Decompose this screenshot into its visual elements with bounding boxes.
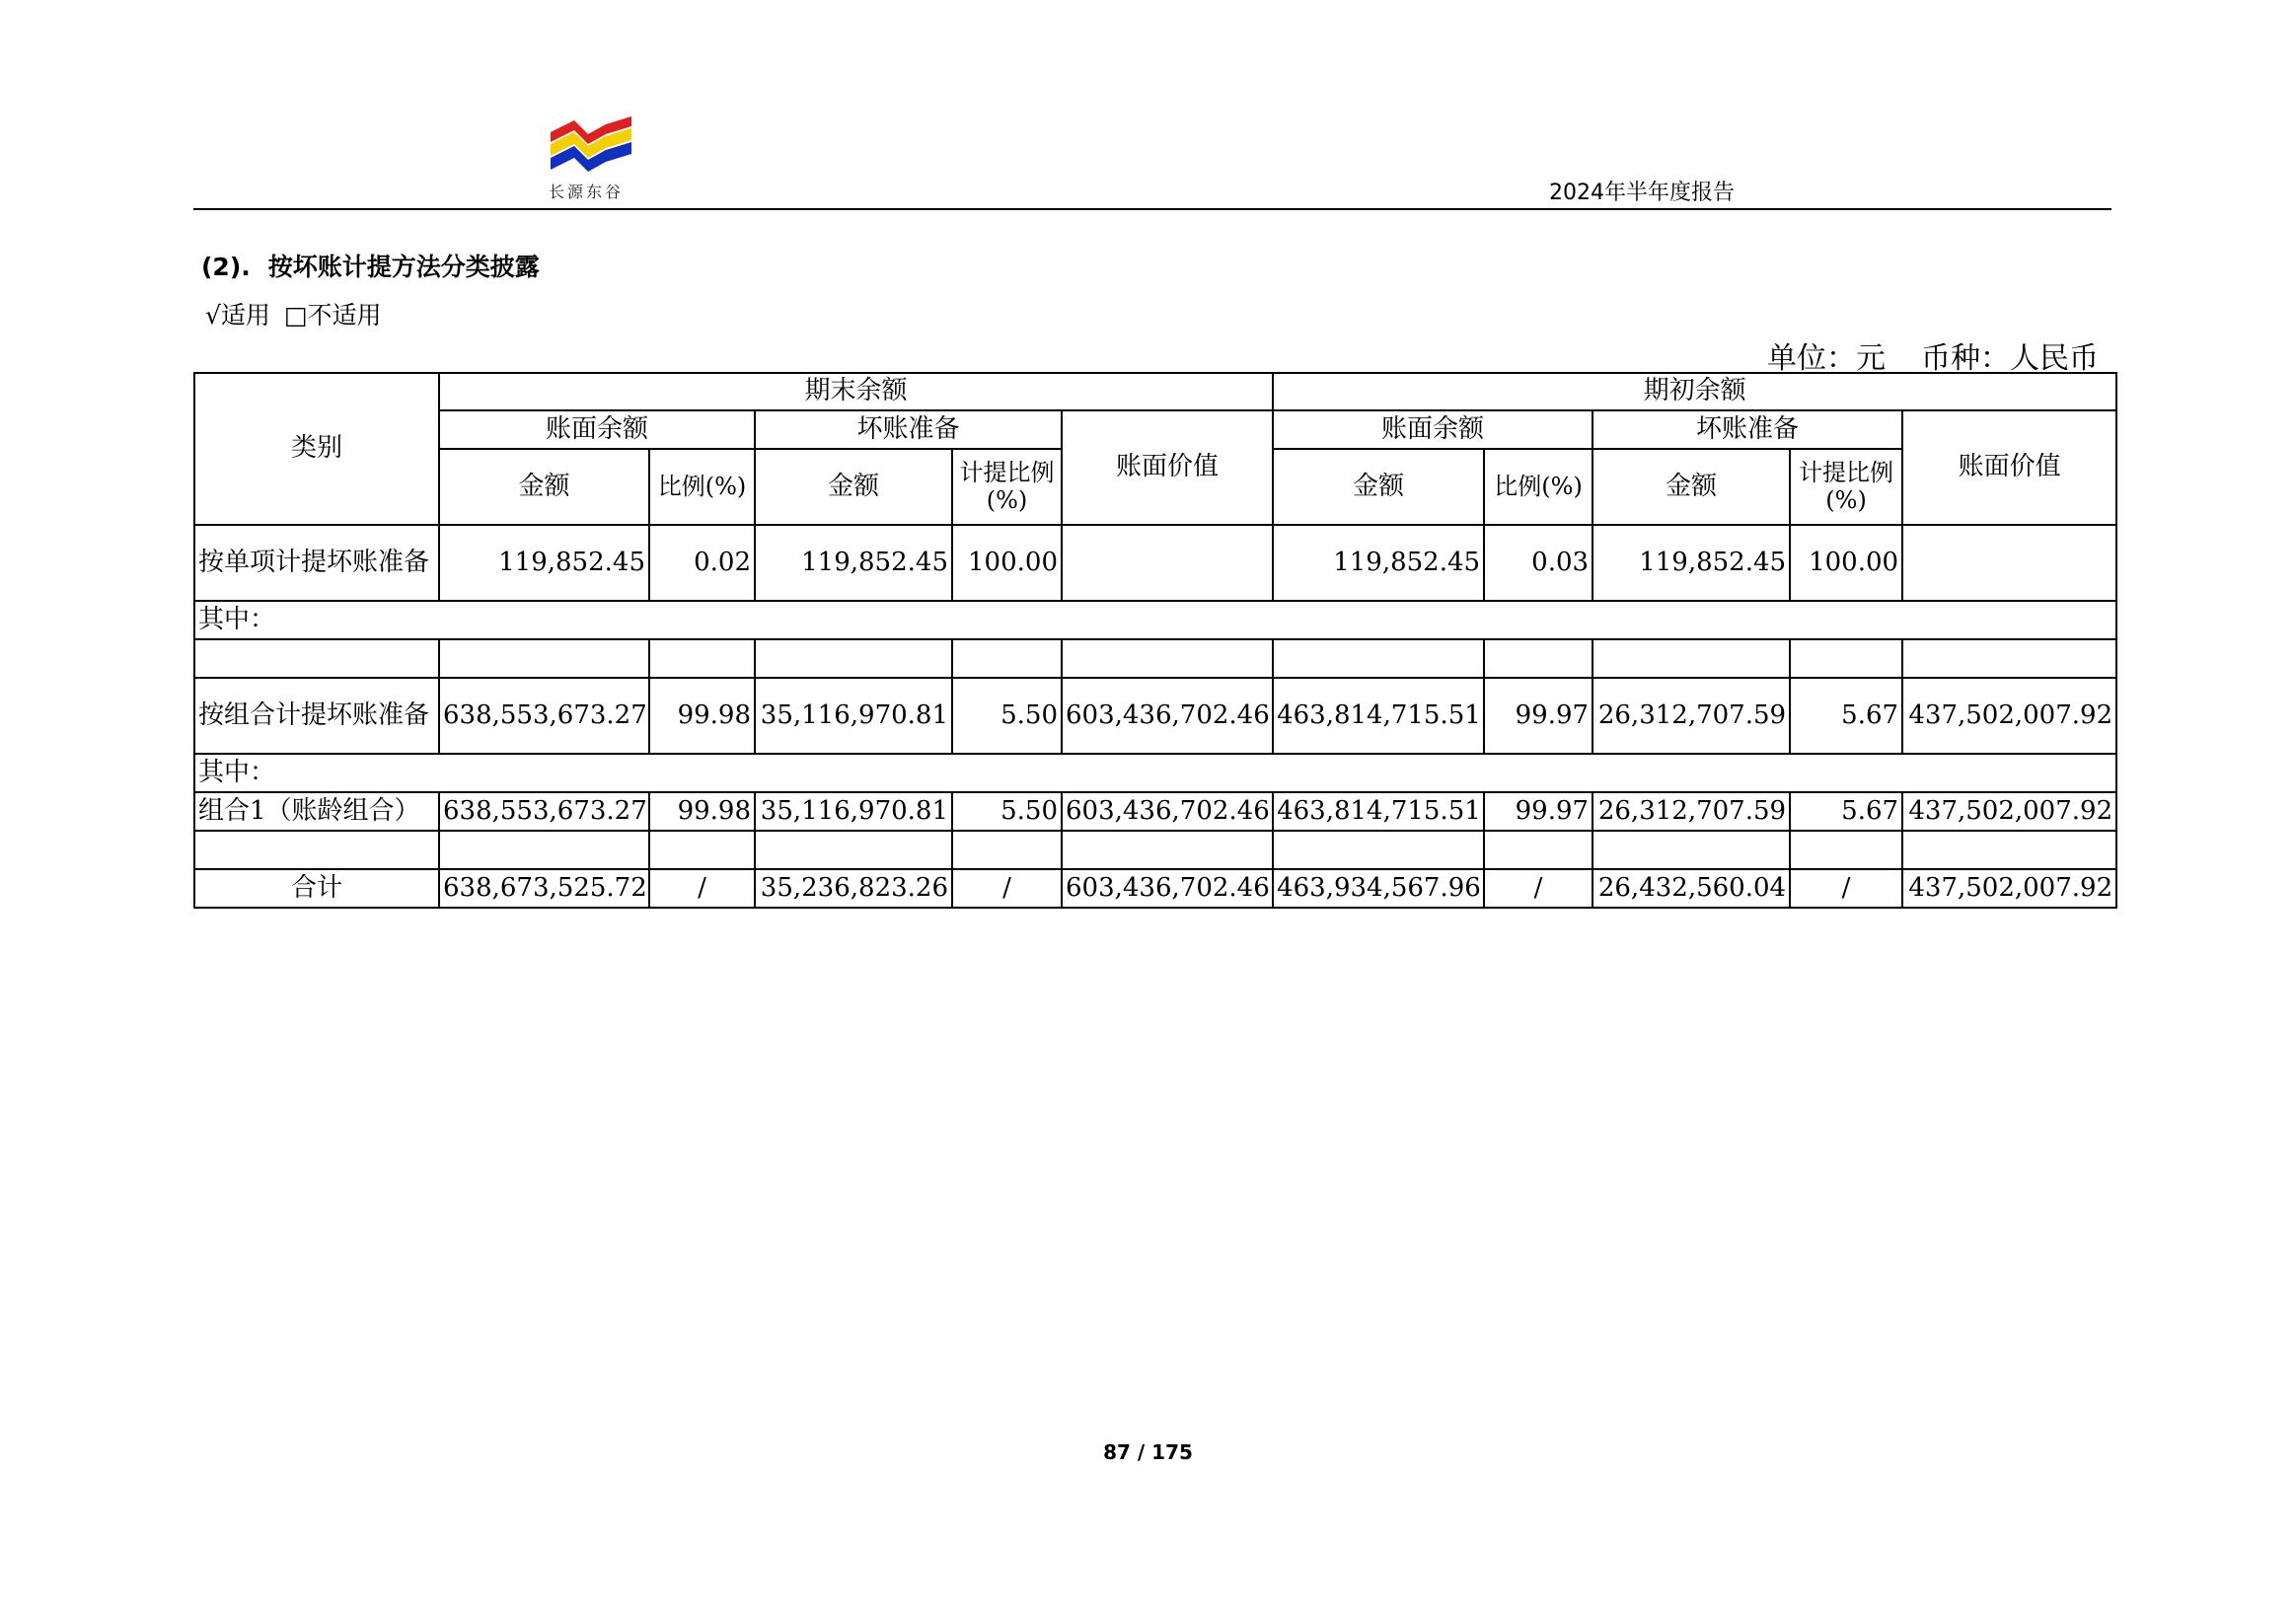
header-start-bad-debt: 坏账准备 xyxy=(1592,410,1902,449)
end-book-value: 603,436,702.46 xyxy=(1062,869,1273,908)
empty-cell xyxy=(1484,639,1592,678)
end-ratio: 99.98 xyxy=(649,792,755,831)
table-row xyxy=(194,754,2116,792)
start-ratio: 0.03 xyxy=(1484,525,1592,601)
start-prov-ratio: 100.00 xyxy=(1790,525,1902,601)
header-start-prov-ratio: 计提比例(%) xyxy=(1790,449,1902,525)
section-number: (2). xyxy=(201,253,251,281)
empty-cell xyxy=(1273,831,1484,869)
header-row-2 xyxy=(194,410,2116,449)
not-applicable-checkbox: □不适用 xyxy=(283,301,382,330)
start-prov-ratio: 5.67 xyxy=(1790,792,1902,831)
bad-debt-table xyxy=(193,372,2117,909)
header-period-start: 期初余额 xyxy=(1273,373,2116,410)
empty-cell xyxy=(194,639,439,678)
header-start-prov-amount: 金额 xyxy=(1592,449,1790,525)
table-row xyxy=(194,601,2116,639)
table-row xyxy=(194,525,2116,601)
start-amount: 463,814,715.51 xyxy=(1273,792,1484,831)
empty-cell xyxy=(1484,831,1592,869)
end-ratio: / xyxy=(649,869,755,908)
end-prov-amount: 35,116,970.81 xyxy=(755,792,952,831)
row-subheading: 其中： xyxy=(194,754,2116,792)
header-start-amount: 金额 xyxy=(1273,449,1484,525)
header-end-ratio: 比例(%) xyxy=(649,449,755,525)
start-prov-amount: 26,432,560.04 xyxy=(1592,869,1790,908)
empty-cell xyxy=(755,831,952,869)
table-row xyxy=(194,792,2116,831)
start-ratio: / xyxy=(1484,869,1592,908)
header-divider xyxy=(193,208,2111,210)
header-start-book-value: 账面价值 xyxy=(1902,410,2116,525)
applicable-checkbox: √适用 xyxy=(205,301,270,330)
start-amount: 463,814,715.51 xyxy=(1273,678,1484,754)
end-amount: 638,553,673.27 xyxy=(439,792,649,831)
company-logo xyxy=(549,116,633,178)
end-book-value xyxy=(1062,525,1273,601)
section-title xyxy=(201,248,540,283)
start-amount: 463,934,567.96 xyxy=(1273,869,1484,908)
start-book-value: 437,502,007.92 xyxy=(1902,792,2116,831)
table-row xyxy=(194,678,2116,754)
start-book-value xyxy=(1902,525,2116,601)
end-prov-ratio: 100.00 xyxy=(952,525,1062,601)
header-end-amount: 金额 xyxy=(439,449,649,525)
empty-cell xyxy=(1273,639,1484,678)
empty-cell xyxy=(1062,831,1273,869)
end-ratio: 0.02 xyxy=(649,525,755,601)
row-category: 合计 xyxy=(194,869,439,908)
end-amount: 638,553,673.27 xyxy=(439,678,649,754)
start-book-value: 437,502,007.92 xyxy=(1902,869,2116,908)
row-subheading: 其中： xyxy=(194,601,2116,639)
table-row xyxy=(194,639,2116,678)
start-book-value: 437,502,007.92 xyxy=(1902,678,2116,754)
empty-cell xyxy=(1902,831,2116,869)
table-row xyxy=(194,831,2116,869)
end-book-value: 603,436,702.46 xyxy=(1062,792,1273,831)
header-end-bad-debt: 坏账准备 xyxy=(755,410,1062,449)
empty-cell xyxy=(1062,639,1273,678)
header-start-book-balance: 账面余额 xyxy=(1273,410,1592,449)
end-amount: 119,852.45 xyxy=(439,525,649,601)
section-title-text: 按坏账计提方法分类披露 xyxy=(267,253,540,281)
start-ratio: 99.97 xyxy=(1484,678,1592,754)
header-end-book-value: 账面价值 xyxy=(1062,410,1273,525)
row-category: 按单项计提坏账准备 xyxy=(194,525,439,601)
empty-cell xyxy=(1790,639,1902,678)
start-prov-ratio: / xyxy=(1790,869,1902,908)
row-category: 组合1（账龄组合） xyxy=(194,792,439,831)
start-prov-amount: 119,852.45 xyxy=(1592,525,1790,601)
end-prov-amount: 35,116,970.81 xyxy=(755,678,952,754)
start-prov-amount: 26,312,707.59 xyxy=(1592,678,1790,754)
unit-label: 单位：元 xyxy=(1767,341,1886,376)
logo-mark xyxy=(549,116,633,178)
header-end-prov-amount: 金额 xyxy=(755,449,952,525)
total-row xyxy=(194,869,2116,908)
end-ratio: 99.98 xyxy=(649,678,755,754)
report-title: 2024年半年度报告 xyxy=(1549,181,1735,205)
end-amount: 638,673,525.72 xyxy=(439,869,649,908)
header-row-1 xyxy=(194,373,2116,410)
empty-cell xyxy=(952,639,1062,678)
header-category: 类别 xyxy=(194,373,439,525)
start-amount: 119,852.45 xyxy=(1273,525,1484,601)
end-prov-amount: 35,236,823.26 xyxy=(755,869,952,908)
empty-cell xyxy=(194,831,439,869)
empty-cell xyxy=(1790,831,1902,869)
start-prov-amount: 26,312,707.59 xyxy=(1592,792,1790,831)
applicability-line xyxy=(205,296,396,331)
empty-cell xyxy=(952,831,1062,869)
empty-cell xyxy=(649,639,755,678)
page-number: 87 / 175 xyxy=(1103,1440,1193,1464)
header-start-ratio: 比例(%) xyxy=(1484,449,1592,525)
start-prov-ratio: 5.67 xyxy=(1790,678,1902,754)
end-prov-ratio: / xyxy=(952,869,1062,908)
empty-cell xyxy=(439,831,649,869)
empty-cell xyxy=(1592,639,1790,678)
end-prov-ratio: 5.50 xyxy=(952,792,1062,831)
header-end-prov-ratio: 计提比例(%) xyxy=(952,449,1062,525)
header-period-end: 期末余额 xyxy=(439,373,1273,410)
row-category: 按组合计提坏账准备 xyxy=(194,678,439,754)
end-prov-ratio: 5.50 xyxy=(952,678,1062,754)
end-prov-amount: 119,852.45 xyxy=(755,525,952,601)
unit-line xyxy=(1732,333,2099,377)
header-end-book-balance: 账面余额 xyxy=(439,410,755,449)
company-short-name: 长源东谷 xyxy=(549,183,625,201)
empty-cell xyxy=(649,831,755,869)
start-ratio: 99.97 xyxy=(1484,792,1592,831)
empty-cell xyxy=(1902,639,2116,678)
empty-cell xyxy=(439,639,649,678)
end-book-value: 603,436,702.46 xyxy=(1062,678,1273,754)
empty-cell xyxy=(1592,831,1790,869)
empty-cell xyxy=(755,639,952,678)
currency-label: 币种：人民币 xyxy=(1921,341,2099,376)
